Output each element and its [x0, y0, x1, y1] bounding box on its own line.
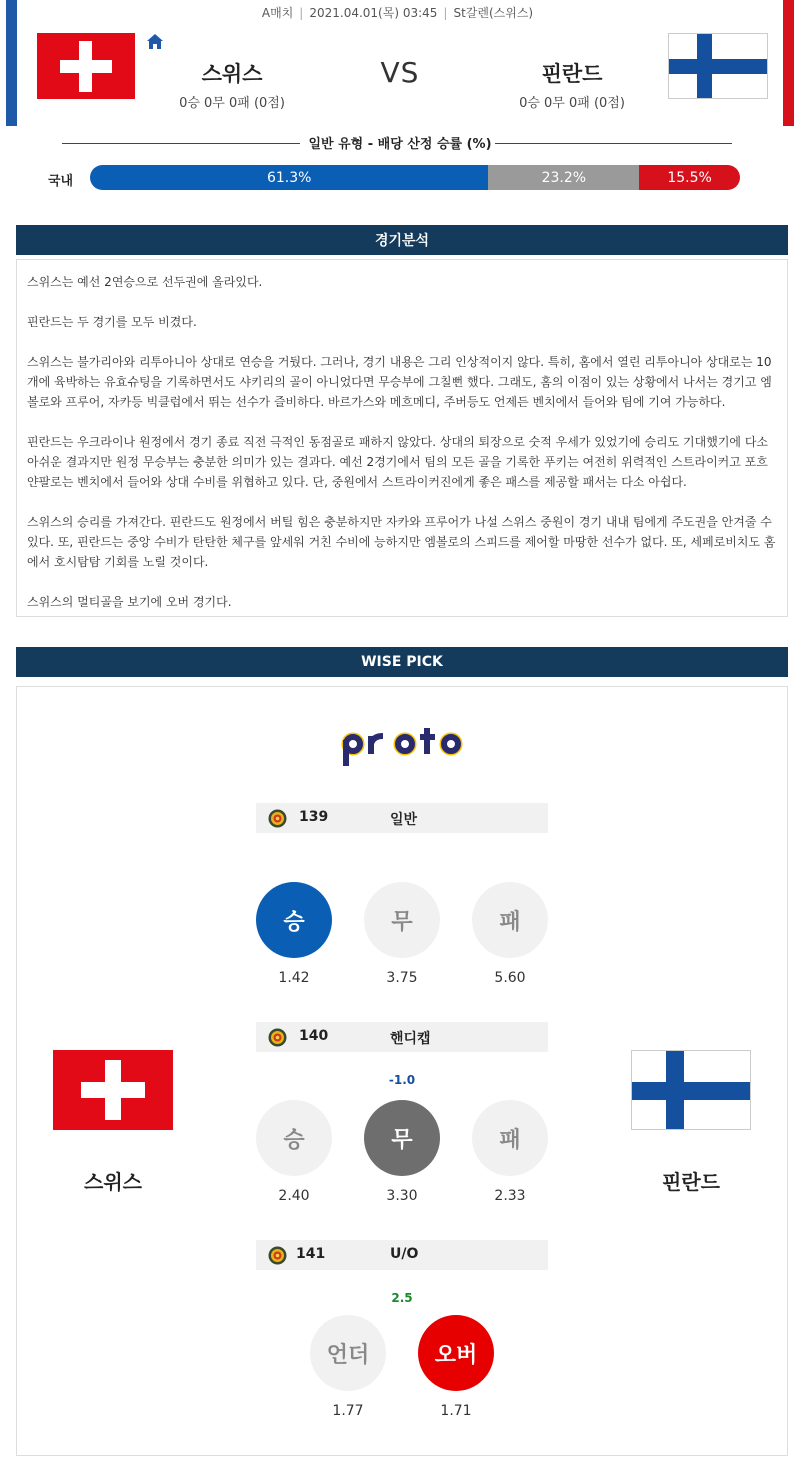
analysis-paragraph: 스위스는 예선 2연승으로 선두권에 올라있다. [27, 275, 263, 289]
bet-139-win-odds: 1.42 [278, 970, 310, 986]
analysis-paragraph: 핀란드는 두 경기를 모두 비겼다. [27, 315, 197, 329]
bet-type: 핸디캡 [390, 1031, 431, 1047]
bet-141-over-odds: 1.71 [440, 1403, 472, 1419]
match-header [0, 0, 795, 128]
match-datetime: 2021.04.01(목) 03:45 [309, 6, 438, 20]
wise-pick-section-header: WISE PICK [16, 647, 788, 677]
bet-141-over-option[interactable]: 오버 [418, 1315, 494, 1391]
away-team-name[interactable]: 핀란드 [541, 62, 603, 86]
bet-140-win-odds: 2.40 [278, 1188, 310, 1204]
away-flag-icon [668, 33, 768, 99]
odds-region-label: 국내 [48, 174, 74, 189]
analysis-text-box [16, 259, 788, 617]
svg-text:proto: proto [403, 769, 406, 770]
match-venue: St갈렌(스위스) [453, 6, 534, 20]
home-team-name[interactable]: 스위스 [201, 62, 263, 86]
analysis-paragraph: 스위스의 멀티골을 보기에 오버 경기다. [27, 595, 232, 609]
proto-logo [338, 722, 468, 770]
home-team-record: 0승 0무 0패 (0점) [179, 96, 285, 111]
league-label: A매치 [261, 6, 294, 20]
odds-title-line-right [495, 143, 732, 144]
over-under-line: 2.5 [391, 1291, 413, 1305]
away-team-record: 0승 0무 0패 (0점) [519, 96, 625, 111]
target-icon [268, 809, 287, 828]
bet-header-140 [256, 1022, 548, 1052]
bet-type: 일반 [390, 812, 418, 828]
odds-segment-draw: 23.2% [488, 165, 639, 190]
bet-139-win-option[interactable]: 승 [256, 882, 332, 958]
match-info: A매치 | 2021.04.01(목) 03:45 | St갈렌(스위스) [261, 6, 534, 20]
bet-header-139 [256, 803, 548, 833]
odds-title: 일반 유형 - 배당 산정 승률 (%) [308, 137, 492, 152]
bet-140-draw-option[interactable]: 무 [364, 1100, 440, 1176]
home-flag-icon [37, 33, 135, 99]
bet-number: 140 [299, 1028, 329, 1044]
handicap-line: -1.0 [388, 1073, 416, 1087]
bet-140-win-option[interactable]: 승 [256, 1100, 332, 1176]
odds-segment-win: 61.3% [90, 165, 488, 190]
vs-label: VS [380, 56, 420, 89]
analysis-paragraph: 스위스의 승리를 가져간다. 핀란드도 원정에서 버틸 힘은 충분하지만 자카와 프루어가 나설 스위스 중원이 경기 내내 팀에게 주도권을 안겨줄 수 있다. 또, 핀란드는 중앙 수비가 탄탄한 체구를 앞세워 거친 수비에 능하지만 엠볼로의 스피드를 제어할 마땅한 선수가 없다. 또, 세페로비치도 홈에서 호시탐탐 기회를 노릴 것이다. [27, 515, 776, 569]
bet-141-under-option[interactable]: 언더 [310, 1315, 386, 1391]
bet-140-draw-odds: 3.30 [386, 1188, 418, 1204]
home-icon [146, 33, 164, 51]
home-flag-large-icon [53, 1050, 173, 1130]
bet-139-draw-odds: 3.75 [386, 970, 418, 986]
bet-number: 139 [299, 809, 329, 825]
away-flag-large-icon [631, 1050, 751, 1130]
odds-segment-loss: 15.5% [639, 165, 740, 190]
target-icon [268, 1246, 287, 1265]
bet-139-loss-option[interactable]: 패 [472, 882, 548, 958]
target-icon [268, 1028, 287, 1047]
analysis-paragraph: 핀란드는 우크라이나 원정에서 경기 종료 직전 극적인 동점골로 패하지 않았다. 상대의 퇴장으로 숫적 우세가 있었기에 승리도 기대했기에 다소 아쉬운 결과지만 원정 무승부는 충분한 의미가 있는 결과다. 예선 2경기에서 팀의 모든 골을 기록한 푸키는 여전히 위력적인 스트라이커고 포흐얀팔로는 벤치에서 들어와 상대 수비를 위협하고 있다. 단, 중원에서 스트라이커진에게 좋은 패스를 제공할 패서는 다소 아쉽다. [27, 435, 769, 489]
away-team-name-large: 핀란드 [662, 1170, 720, 1194]
analysis-paragraph: 스위스는 불가리아와 리투아니아 상대로 연승을 거뒀다. 그러나, 경기 내용은 그리 인상적이지 않다. 특히, 홈에서 열린 리투아니아 상대로는 10개에 육박하는 유효슈팅을 기록하면서도 샤키리의 골이 아니었다면 무승부에 그칠뻔 했다. 그래도, 홈의 이점이 있는 상황에서 나서는 경기고 엠볼로와 프루어, 자카등 빅클럽에서 뛰는 선수가 즐비하다. 바르가스와 메흐메디, 주버등도 언제든 벤치에서 들어와 팀에 기여 가능하다. [27, 355, 772, 409]
bet-140-loss-odds: 2.33 [494, 1188, 526, 1204]
bet-type: U/O [390, 1246, 419, 1262]
bet-140-loss-option[interactable]: 패 [472, 1100, 548, 1176]
bet-141-under-odds: 1.77 [332, 1403, 364, 1419]
bet-number: 141 [296, 1246, 326, 1262]
home-team-name-large: 스위스 [84, 1170, 142, 1194]
odds-probability-bar [90, 165, 740, 190]
bet-139-draw-option[interactable]: 무 [364, 882, 440, 958]
bet-header-141 [256, 1240, 548, 1270]
bet-139-loss-odds: 5.60 [494, 970, 526, 986]
analysis-section-header: 경기분석 [16, 225, 788, 255]
